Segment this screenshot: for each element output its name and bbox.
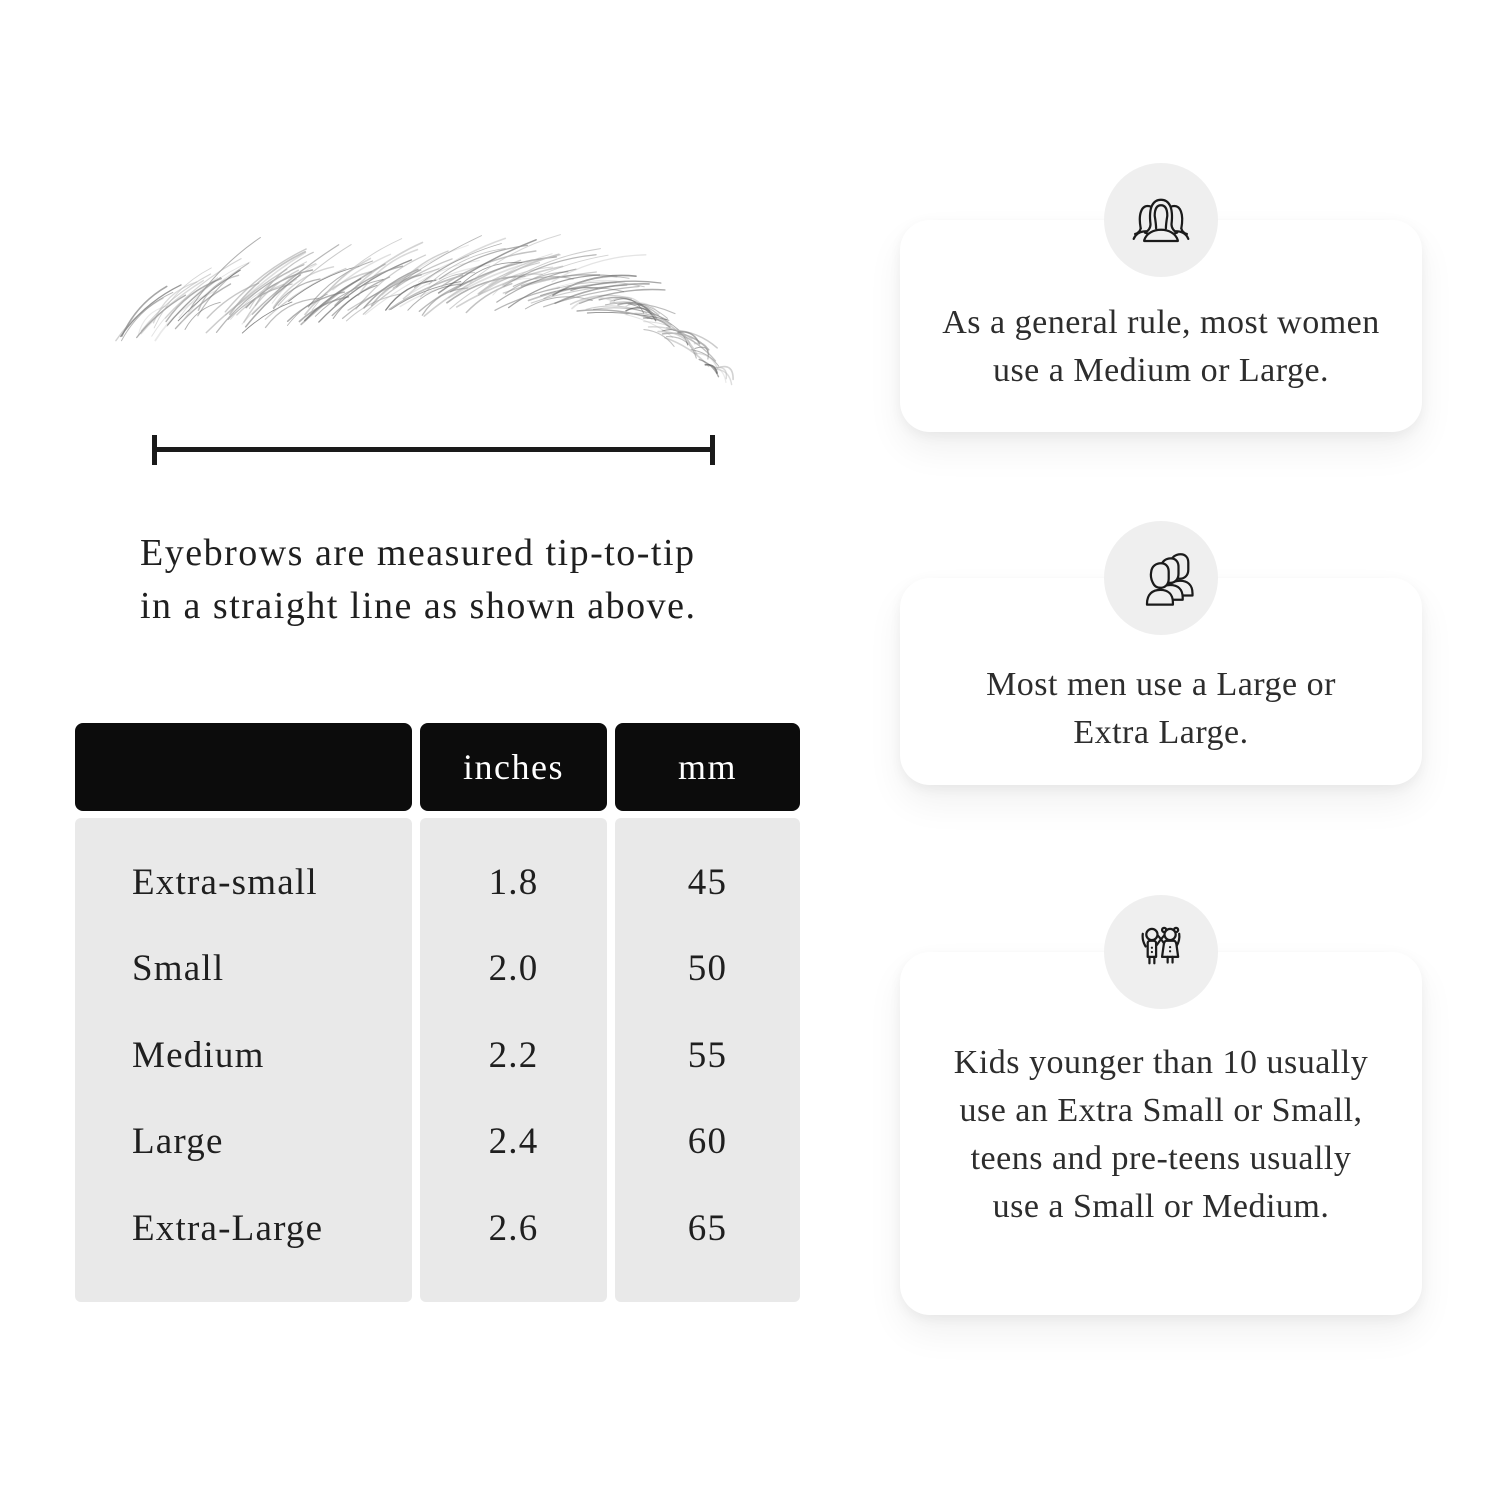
inches-cell: 2.2 (488, 1034, 539, 1076)
mm-cell: 45 (687, 861, 728, 903)
inches-cell: 2.4 (488, 1121, 539, 1163)
men-icon-circle (1104, 521, 1218, 635)
measurement-caption (140, 527, 697, 633)
kids-card-text: Kids younger than 10 usually use an Extra Small or Small, teens and pre-teens usually use a Small or Medium. (953, 1044, 1369, 1225)
mm-column (615, 818, 800, 1302)
size-name-cell: Extra-Large (132, 1207, 324, 1249)
inches-column (420, 818, 607, 1302)
measurement-line (152, 435, 715, 465)
caption-line-1: Eyebrows are measured tip-to-tip (140, 532, 696, 574)
size-table-header-mm: mm (615, 723, 800, 811)
women-icon-circle (1104, 163, 1218, 277)
measurement-tick-right (710, 435, 715, 465)
kids-icon (1126, 917, 1196, 987)
mm-cell: 60 (687, 1121, 728, 1163)
info-card-men (900, 578, 1422, 785)
eyebrow-illustration (112, 244, 744, 412)
women-group-icon (1126, 185, 1196, 255)
caption-line-2: in a straight line as shown above. (140, 585, 697, 627)
kids-icon-circle (1104, 895, 1218, 1009)
size-table (75, 723, 800, 1302)
size-name-cell: Small (132, 948, 225, 990)
size-table-header-blank (75, 723, 412, 811)
men-card-text: Most men use a Large or Extra Large. (986, 666, 1336, 751)
men-group-icon (1126, 543, 1196, 613)
inches-cell: 1.8 (488, 861, 539, 903)
info-card-women (900, 220, 1422, 432)
size-name-cell: Large (132, 1121, 224, 1163)
size-name-cell: Medium (132, 1034, 265, 1076)
mm-cell: 55 (687, 1034, 728, 1076)
inches-cell: 2.6 (488, 1207, 539, 1249)
measurement-bar (152, 447, 715, 452)
info-card-kids (900, 952, 1422, 1315)
women-card-text: As a general rule, most women use a Medium or Large. (942, 304, 1380, 389)
mm-cell: 50 (687, 948, 728, 990)
mm-cell: 65 (687, 1207, 728, 1249)
size-table-header-inches: inches (420, 723, 607, 811)
eyebrow-svg (112, 244, 744, 412)
size-name-cell: Extra-small (132, 861, 318, 903)
size-name-column (75, 818, 412, 1302)
inches-cell: 2.0 (488, 948, 539, 990)
